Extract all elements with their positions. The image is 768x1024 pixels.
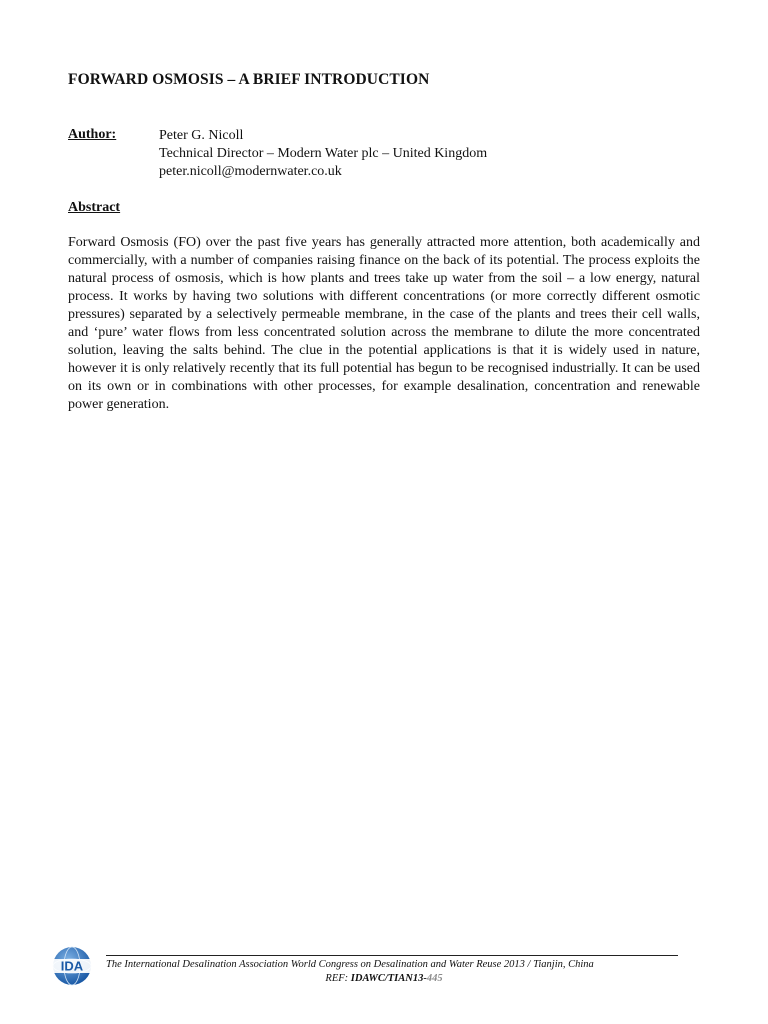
author-label: Author: bbox=[68, 127, 117, 142]
footer-divider bbox=[106, 955, 678, 956]
ref-code: IDAWC/TIAN13- bbox=[350, 973, 427, 984]
svg-text:IDA: IDA bbox=[60, 958, 84, 974]
ref-label: REF: bbox=[325, 973, 351, 984]
abstract-body: Forward Osmosis (FO) over the past five years has generally attracted more attention, both academically and commercially, with a number of companies raising finance on the back of its potential. The process exploits the natural process of osmosis, which is how plants and trees take up water from the soil – a low energy, natural process. It works by having two solutions with different concentrations (or more correctly different osmotic pressures) separated by a selectively permeable membrane, in the case of the plants and trees their cell walls, and ‘pure’ water flows from less concentrated solution across the membrane to dilute the more concentrated solution, leaving the salts behind. The clue in the potential applications is that it is widely used in nature, however it is only relatively recently that its full potential has begun to be recognised industrially. It can be used on its own or in combinations with other processes, for example desalination, concentration and renewable power generation. bbox=[68, 235, 700, 412]
author-email: peter.nicoll@modernwater.co.uk bbox=[159, 164, 342, 179]
footer-reference bbox=[0, 973, 768, 984]
ref-page-number: 445 bbox=[426, 973, 443, 984]
author-block bbox=[159, 127, 487, 181]
abstract-heading: Abstract bbox=[68, 200, 121, 215]
page-title: FORWARD OSMOSIS – A BRIEF INTRODUCTION bbox=[68, 71, 430, 88]
footer-conference: The International Desalination Association World Congress on Desalination and Water Reuse 2013 / Tianjin, China bbox=[106, 959, 594, 970]
author-name: Peter G. Nicoll bbox=[159, 128, 244, 143]
author-affiliation: Technical Director – Modern Water plc – United Kingdom bbox=[159, 146, 488, 161]
